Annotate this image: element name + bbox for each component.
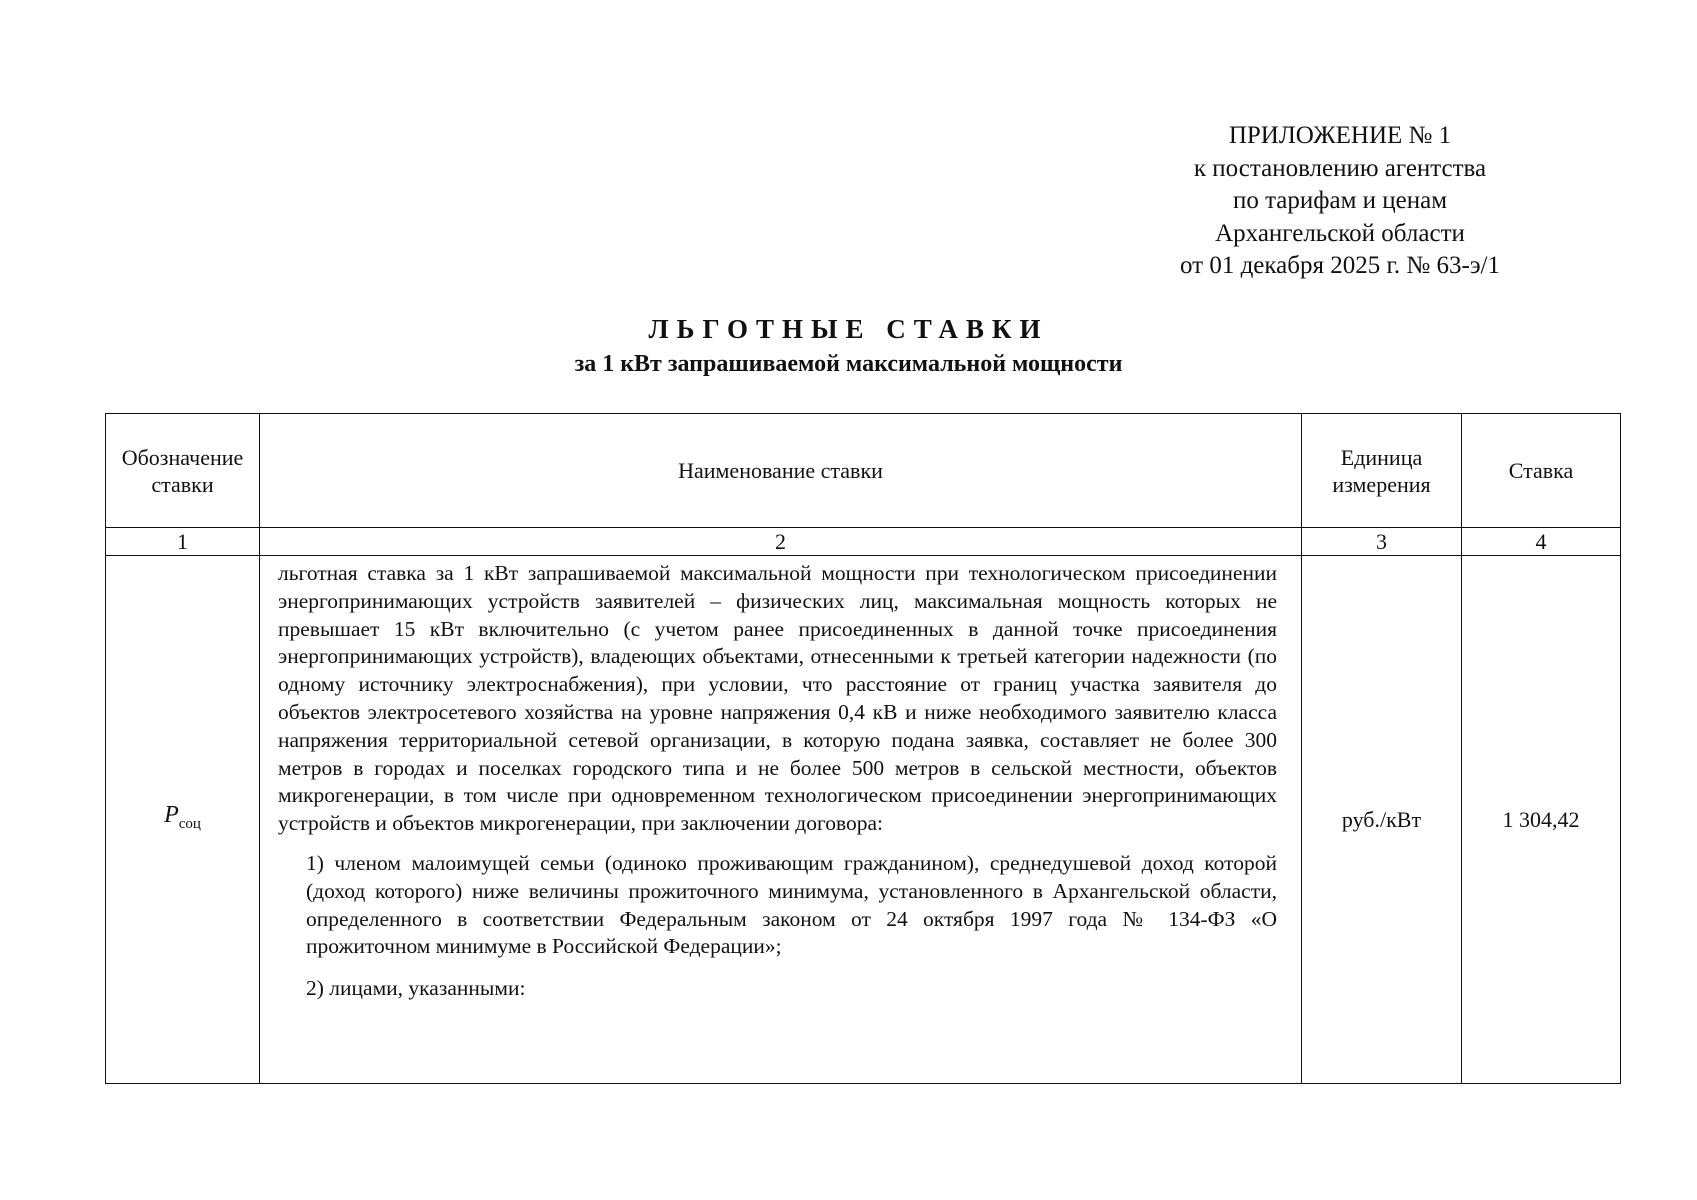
appendix-line: Архангельской области: [1215, 219, 1465, 247]
appendix-line: по тарифам и ценам: [1232, 187, 1448, 214]
column-number: 2: [260, 528, 1302, 556]
rate-unit: руб./кВт: [1302, 556, 1462, 1084]
condition-item-2: 2) лицами, указанными:: [306, 976, 526, 1001]
header-designation: Обозначение ставки: [106, 414, 260, 528]
rates-table: [105, 413, 1621, 1084]
condition-item-1: 1) членом малоимущей семьи (одиноко проживающим гражданином), среднедушевой доход которой (доход которого) ниже величины прожиточного минимума, установленного в Архангельской области, определенного в соответствии Федеральным законом от 24 октября 1997 года № 134-ФЗ «О прожиточном минимуме в Российской Федерации»;: [306, 850, 1277, 959]
column-number: 1: [106, 528, 260, 556]
header-rate: Ставка: [1462, 414, 1621, 528]
header-name: Наименование ставки: [260, 414, 1302, 528]
rate-value: 1 304,42: [1462, 556, 1621, 1084]
column-number: 3: [1302, 528, 1462, 556]
appendix-title: ПРИЛОЖЕНИЕ № 1: [1228, 122, 1452, 149]
rate-description: льготная ставка за 1 кВт запрашиваемой максимальной мощности при технологическом присоединении энергопринимающих устройств заявителей – физических лиц, максимальная мощность которых не превышает 15 кВт включительно (с учетом ранее присоединенных в данной точке присоединения энергопринимающих устройств), владеющих объектами, отнесенными к третьей категории надежности (по одному источнику электроснабжения), при условии, что расстояние от границ участка заявителя до объектов электросетевого хозяйства на уровне напряжения 0,4 кВ и ниже необходимого заявителю класса напряжения территориальной сетевой организации, в которую подана заявка, составляет не более 300 метров в городах и поселках городского типа и не более 500 метров в сельской местности, объектов микрогенерации, в том числе при одновременном технологическом присоединении энергопринимающих устройств и объектов микрогенерации, при заключении договора:: [278, 561, 1277, 836]
header-unit: Единица измерения: [1302, 414, 1462, 528]
rate-symbol: [106, 556, 260, 1084]
document-subtitle: за 1 кВт запрашиваемой максимальной мощности: [574, 351, 1123, 377]
appendix-line: к постановлению агентства: [1193, 154, 1487, 182]
rate-symbol-base: P: [164, 801, 179, 828]
document-title: ЛЬГОТНЫЕ СТАВКИ: [648, 314, 1049, 344]
appendix-date: от 01 декабря 2025 г. № 63-э/1: [1179, 252, 1501, 279]
table-row: [106, 556, 1621, 1084]
rate-description-cell: [260, 556, 1302, 1084]
rate-symbol-sub: соц: [178, 815, 201, 832]
column-number-row: [106, 528, 1621, 556]
appendix-block: [1150, 120, 1530, 283]
column-number: 4: [1462, 528, 1621, 556]
table-header-row: [106, 414, 1621, 528]
